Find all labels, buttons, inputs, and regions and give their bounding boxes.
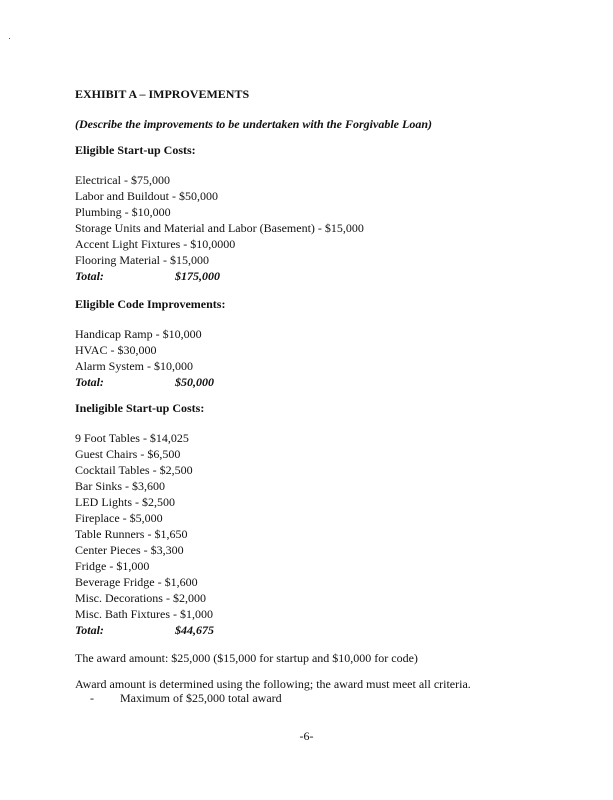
cost-item: HVAC - $30,000 xyxy=(75,343,157,357)
exhibit-title: EXHIBIT A – IMPROVEMENTS xyxy=(75,87,250,101)
cost-item: Accent Light Fixtures - $10,0000 xyxy=(75,237,236,251)
cost-item: Storage Units and Material and Labor (Basement) - $15,000 xyxy=(75,221,364,235)
section-total xyxy=(75,374,225,390)
total-label: Total: xyxy=(75,623,104,637)
cost-item: Misc. Bath Fixtures - $1,000 xyxy=(75,607,213,621)
total-label: Total: xyxy=(75,269,104,283)
cost-item: Bar Sinks - $3,600 xyxy=(75,479,165,493)
criteria-text: Maximum of $25,000 total award xyxy=(120,691,282,705)
cost-item: Handicap Ramp - $10,000 xyxy=(75,327,202,341)
bullet: - xyxy=(90,691,94,705)
total-value: $50,000 xyxy=(175,375,214,389)
cost-item: LED Lights - $2,500 xyxy=(75,495,175,509)
cost-item: Flooring Material - $15,000 xyxy=(75,253,209,267)
total-label: Total: xyxy=(75,375,104,389)
cost-item: Labor and Buildout - $50,000 xyxy=(75,189,218,203)
section-heading: Eligible Code Improvements: xyxy=(75,297,226,311)
cost-item: Alarm System - $10,000 xyxy=(75,359,193,373)
cost-item: Electrical - $75,000 xyxy=(75,173,170,187)
cost-item: 9 Foot Tables - $14,025 xyxy=(75,431,189,445)
cost-item: Beverage Fridge - $1,600 xyxy=(75,575,198,589)
total-value: $44,675 xyxy=(175,623,214,637)
award-amount: The award amount: $25,000 ($15,000 for startup and $10,000 for code) xyxy=(75,651,418,665)
section-total xyxy=(75,268,364,284)
cost-item: Center Pieces - $3,300 xyxy=(75,543,184,557)
total-value: $175,000 xyxy=(175,269,220,283)
page-number: -6- xyxy=(299,729,314,743)
exhibit-subtitle: (Describe the improvements to be undertaken with the Forgivable Loan) xyxy=(75,117,432,131)
criteria-item xyxy=(90,690,282,706)
cost-item: Guest Chairs - $6,500 xyxy=(75,447,181,461)
cost-item: Table Runners - $1,650 xyxy=(75,527,188,541)
criteria-intro: Award amount is determined using the following; the award must meet all criteria. xyxy=(75,677,471,691)
cost-item: Fireplace - $5,000 xyxy=(75,511,163,525)
section-eligible-code xyxy=(75,296,225,390)
cost-item: Misc. Decorations - $2,000 xyxy=(75,591,206,605)
section-heading: Ineligible Start-up Costs: xyxy=(75,401,205,415)
section-ineligible-startup xyxy=(75,400,214,638)
section-eligible-startup xyxy=(75,142,364,284)
section-heading: Eligible Start-up Costs: xyxy=(75,143,196,157)
cost-item: Fridge - $1,000 xyxy=(75,559,150,573)
scan-speck xyxy=(9,38,10,39)
cost-item: Plumbing - $10,000 xyxy=(75,205,171,219)
section-total xyxy=(75,622,214,638)
cost-item: Cocktail Tables - $2,500 xyxy=(75,463,193,477)
